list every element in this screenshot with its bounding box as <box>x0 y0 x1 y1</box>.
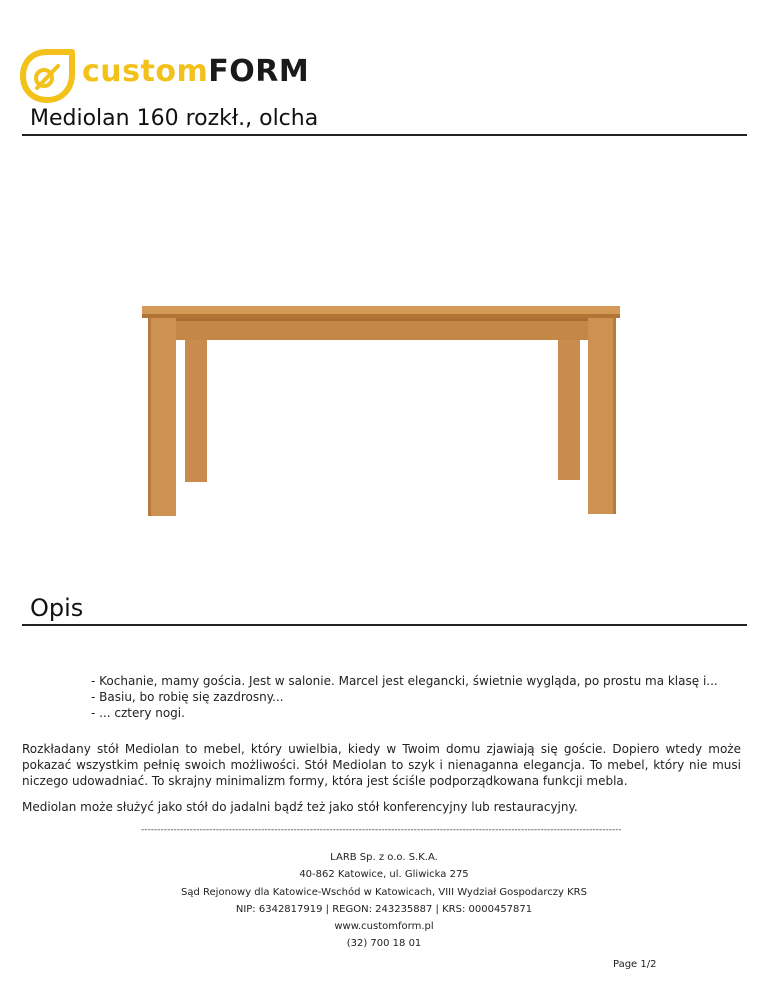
company-name: LARB Sp. z o.o. S.K.A. <box>330 852 438 863</box>
brand-logo <box>20 48 310 104</box>
description-heading: Opis <box>30 594 84 622</box>
company-phone: (32) 700 18 01 <box>346 938 422 950</box>
company-website: www.customform.pl <box>334 921 434 933</box>
company-court: Sąd Rejonowy dla Katowice-Wschód w Katowicach, VIII Wydział Gospodarczy KRS <box>181 886 587 898</box>
title-divider <box>22 134 747 136</box>
logo-text-custom: custom <box>82 54 209 89</box>
description-divider <box>22 624 747 626</box>
company-footer <box>0 849 768 953</box>
company-address: 40-862 Katowice, ul. Gliwicka 275 <box>299 869 469 881</box>
quote-line: - Basiu, bo robię się zazdrosny... <box>91 690 284 704</box>
company-registry: NIP: 6342817919 | REGON: 243235887 | KRS: 0000457871 <box>235 903 533 915</box>
page-number: Page 1/2 <box>613 959 657 970</box>
product-image <box>80 152 685 570</box>
logo-text-form: FORM <box>208 54 310 89</box>
product-title: Mediolan 160 rozkł., olcha <box>30 106 319 131</box>
quote-list <box>91 673 718 721</box>
leaf-logo-icon <box>20 48 76 104</box>
logo-wordmark <box>82 54 309 89</box>
dashed-separator: ---------------------------------------------------------------------------------------------------------------------------------------------------- <box>141 825 622 835</box>
quote-line: - Kochanie, mamy gościa. Jest w salonie. Marcel jest elegancki, świetnie wygląda, po prostu ma klasę i... <box>91 674 718 688</box>
quote-line: - ... cztery nogi. <box>91 706 185 720</box>
usage-paragraph: Mediolan może służyć jako stół do jadalni bądź też jako stół konferencyjny lub restauracyjny. <box>22 800 578 814</box>
description-paragraph: Rozkładany stół Mediolan to mebel, który uwielbia, kiedy w Twoim domu zjawiają się goście. Dopiero wtedy może pokazać wszystkim pełnię swoich możliwości. Stół Mediolan to szyk i nienaganna elegancja. To mebel, który nie musi niczego udowadniać. To skrajny minimalizm formy, która jest ściśle podporządkowana funkcji mebla. <box>22 742 741 788</box>
